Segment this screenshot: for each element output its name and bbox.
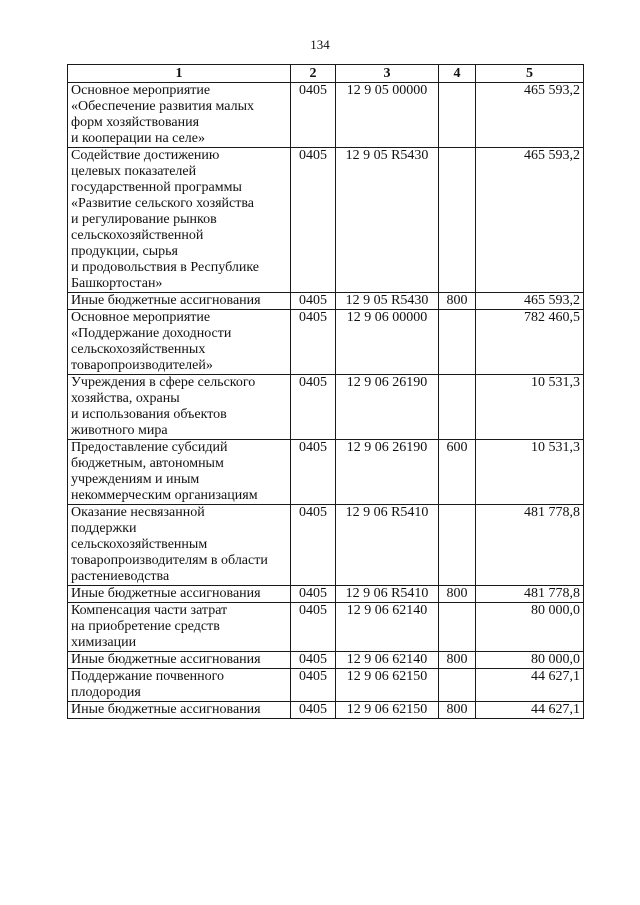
row-code-cell: 12 9 05 R5430: [336, 293, 439, 310]
header-col-1: 1: [68, 65, 291, 83]
row-name-line: сельскохозяйственным: [71, 537, 208, 552]
row-code-cell: 12 9 05 R5430: [336, 148, 439, 293]
table-row: [68, 375, 584, 440]
row-section-cell: 0405: [291, 310, 336, 375]
table-row: [68, 652, 584, 669]
row-amount-cell: 465 593,2: [476, 293, 584, 310]
table-row: [68, 586, 584, 603]
row-code-cell: 12 9 06 R5410: [336, 586, 439, 603]
header-col-4: 4: [439, 65, 476, 83]
table-row: [68, 293, 584, 310]
row-section-cell: 0405: [291, 440, 336, 505]
row-amount-cell: 44 627,1: [476, 669, 584, 702]
row-type-cell: [439, 83, 476, 148]
row-name-line: и продовольствия в Республике: [71, 260, 259, 275]
page-number: 134: [310, 37, 330, 52]
row-type-cell: 800: [439, 586, 476, 603]
row-amount-cell: 10 531,3: [476, 375, 584, 440]
row-type-cell: 800: [439, 702, 476, 719]
row-name-line: Основное мероприятие: [71, 83, 211, 98]
row-type-cell: [439, 669, 476, 702]
row-amount-cell: 481 778,8: [476, 505, 584, 586]
row-type-cell: [439, 505, 476, 586]
row-name-line: Башкортостан»: [71, 276, 163, 291]
row-section-cell: 0405: [291, 375, 336, 440]
row-code-cell: 12 9 05 00000: [336, 83, 439, 148]
row-type-cell: [439, 148, 476, 293]
row-section-cell: 0405: [291, 83, 336, 148]
row-name-line: учреждениям и иным: [71, 472, 200, 487]
row-name-line: Предоставление субсидий: [71, 440, 228, 455]
row-section-cell: 0405: [291, 603, 336, 652]
row-amount-cell: 80 000,0: [476, 603, 584, 652]
row-name-cell: [68, 505, 291, 586]
row-amount-cell: 80 000,0: [476, 652, 584, 669]
row-name-line: бюджетным, автономным: [71, 456, 224, 471]
row-name-line: форм хозяйствования: [71, 115, 200, 130]
row-section-cell: 0405: [291, 586, 336, 603]
row-type-cell: 800: [439, 652, 476, 669]
header-col-3: 3: [336, 65, 439, 83]
row-section-cell: 0405: [291, 669, 336, 702]
row-name-line: поддержки: [71, 521, 137, 536]
row-name-line: животного мира: [71, 423, 168, 438]
row-amount-cell: 465 593,2: [476, 148, 584, 293]
row-name-line: Содействие достижению: [71, 148, 220, 163]
row-name-line: государственной программы: [71, 180, 242, 195]
row-name-line: некоммерческим организациям: [71, 488, 258, 503]
row-name-line: Компенсация части затрат: [71, 603, 228, 618]
table-row: [68, 440, 584, 505]
row-name-line: сельскохозяйственной: [71, 228, 204, 243]
header-col-5: 5: [476, 65, 584, 83]
row-name-cell: [68, 702, 291, 719]
table-row: [68, 702, 584, 719]
row-name-line: Иные бюджетные ассигнования: [71, 293, 261, 308]
row-name-cell: [68, 586, 291, 603]
row-name-cell: [68, 83, 291, 148]
row-name-cell: [68, 375, 291, 440]
row-name-cell: [68, 603, 291, 652]
row-type-cell: [439, 310, 476, 375]
row-amount-cell: 782 460,5: [476, 310, 584, 375]
row-name-line: хозяйства, охраны: [71, 391, 180, 406]
row-type-cell: [439, 603, 476, 652]
row-section-cell: 0405: [291, 652, 336, 669]
row-name-line: сельскохозяйственных: [71, 342, 206, 357]
row-name-cell: [68, 310, 291, 375]
row-name-line: целевых показателей: [71, 164, 197, 179]
table-row: [68, 505, 584, 586]
row-amount-cell: 44 627,1: [476, 702, 584, 719]
row-name-line: Оказание несвязанной: [71, 505, 205, 520]
row-code-cell: 12 9 06 26190: [336, 440, 439, 505]
table-header-row: [68, 65, 584, 83]
row-type-cell: 800: [439, 293, 476, 310]
row-name-line: химизации: [71, 635, 137, 650]
row-section-cell: 0405: [291, 702, 336, 719]
row-name-cell: [68, 669, 291, 702]
row-type-cell: [439, 375, 476, 440]
table-row: [68, 310, 584, 375]
row-amount-cell: 481 778,8: [476, 586, 584, 603]
row-name-line: Иные бюджетные ассигнования: [71, 702, 261, 717]
table-row: [68, 83, 584, 148]
row-name-line: Поддержание почвенного: [71, 669, 225, 684]
row-name-line: продукции, сырья: [71, 244, 178, 259]
row-name-cell: [68, 293, 291, 310]
row-name-line: плодородия: [71, 685, 141, 700]
header-col-2: 2: [291, 65, 336, 83]
row-code-cell: 12 9 06 62140: [336, 652, 439, 669]
row-name-line: Иные бюджетные ассигнования: [71, 586, 261, 601]
row-name-line: «Поддержание доходности: [71, 326, 232, 341]
row-name-line: и регулирование рынков: [71, 212, 217, 227]
row-code-cell: 12 9 06 62140: [336, 603, 439, 652]
row-name-cell: [68, 148, 291, 293]
budget-table: [67, 64, 584, 719]
row-section-cell: 0405: [291, 148, 336, 293]
row-code-cell: 12 9 06 62150: [336, 669, 439, 702]
row-name-cell: [68, 652, 291, 669]
row-amount-cell: 10 531,3: [476, 440, 584, 505]
row-name-line: Иные бюджетные ассигнования: [71, 652, 261, 667]
table-row: [68, 603, 584, 652]
row-name-line: Основное мероприятие: [71, 310, 211, 325]
row-code-cell: 12 9 06 62150: [336, 702, 439, 719]
row-name-line: товаропроизводителей»: [71, 358, 213, 373]
row-name-line: на приобретение средств: [71, 619, 220, 634]
row-name-line: и кооперации на селе»: [71, 131, 205, 146]
row-section-cell: 0405: [291, 293, 336, 310]
row-name-cell: [68, 440, 291, 505]
row-code-cell: 12 9 06 26190: [336, 375, 439, 440]
row-name-line: товаропроизводителям в области: [71, 553, 268, 568]
row-name-line: Учреждения в сфере сельского: [71, 375, 256, 390]
row-name-line: и использования объектов: [71, 407, 227, 422]
row-code-cell: 12 9 06 00000: [336, 310, 439, 375]
row-name-line: «Развитие сельского хозяйства: [71, 196, 255, 211]
row-name-line: растениеводства: [71, 569, 170, 584]
table-body: [68, 83, 584, 719]
table-row: [68, 148, 584, 293]
row-code-cell: 12 9 06 R5410: [336, 505, 439, 586]
row-amount-cell: 465 593,2: [476, 83, 584, 148]
row-section-cell: 0405: [291, 505, 336, 586]
table-row: [68, 669, 584, 702]
row-type-cell: 600: [439, 440, 476, 505]
row-name-line: «Обеспечение развития малых: [71, 99, 255, 114]
